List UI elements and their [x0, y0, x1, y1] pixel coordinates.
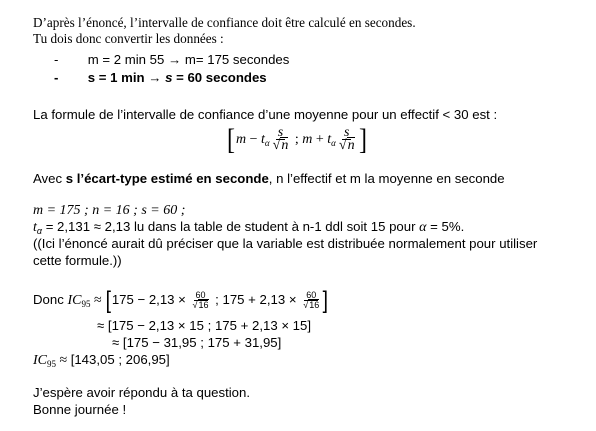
fraction-60-sqrt-16: $\frac{60}{√16}$: [303, 290, 320, 311]
bracket-right: ]: [322, 286, 329, 314]
note-line-1: ((Ici l’énoncé aurait dû préciser que la variable est distribuée normalement pour utiliser: [33, 236, 538, 251]
bullet-dash: -: [54, 52, 59, 67]
values-line: m = 175 ; n = 16 ; s = 60 ;: [33, 203, 186, 218]
calc-step-3: ≈ [175 − 31,95 ; 175 + 31,95]: [112, 335, 282, 350]
fraction-60-sqrt-16: $\frac{60}{√16}$: [192, 290, 209, 311]
fraction-s-sqrt-n: $\frac{s}{√n}$: [272, 125, 289, 154]
bullet-minutes: [54, 52, 289, 68]
bullet-left: m = 2 min 55: [87, 52, 165, 67]
intro-line-1: D’après l’énoncé, l’intervalle de confiance doit être calculé en secondes.: [33, 15, 416, 30]
bracket-left: [: [105, 286, 112, 314]
closing-line-2: Bonne journée !: [33, 402, 127, 417]
calc-step-2: ≈ [175 − 2,13 × 15 ; 175 + 2,13 × 15]: [97, 318, 312, 333]
arrow-icon: →: [168, 52, 182, 67]
calc-step-1: Donc $IC_{95} \approx [175 - 2,13$ × $\frac{60}{√16}$ ; 175 + 2,13 × $\frac{60}{√16}$ ]: [33, 286, 329, 314]
formula-intro: La formule de l’intervalle de confiance d’une moyenne pour un effectif < 30 est :: [33, 107, 498, 122]
confidence-interval-formula: [$m - t_\alpha$ $\frac{s}{√n}$ ; $m + t_\alpha$ $\frac{s}{√n}$ ]: [227, 122, 367, 156]
arrow-icon: →: [148, 70, 162, 85]
bracket-right: ]: [358, 122, 367, 156]
bullet-left: s = 1 min: [87, 70, 145, 85]
bullet-dash: -: [54, 70, 59, 85]
bullet-right: m= 175 secondes: [184, 52, 290, 67]
definitions-line: Avec s l’écart-type estimé en seconde, n l’effectif et m la moyenne en seconde: [33, 171, 505, 186]
bullet-seconds: [54, 70, 267, 86]
bullet-right: = 60 secondes: [172, 70, 267, 85]
student-t-line: $t_\alpha = 2,131 \approx 2,13$ lu dans la table de student à n-1 ddl soit 15 pour α = 5%.: [33, 219, 465, 236]
intro-line-2: Tu dois donc convertir les données :: [33, 31, 224, 46]
calc-result: $IC_{95} \approx [143,05$ ; 206,95]: [33, 352, 170, 369]
bracket-left: [: [227, 122, 235, 156]
note-line-2: cette formule.)): [33, 253, 122, 268]
bullet-right-var: s: [165, 70, 173, 85]
closing-line-1: J’espère avoir répondu à ta question.: [33, 385, 251, 400]
fraction-s-sqrt-n: $\frac{s}{√n}$: [338, 125, 355, 154]
